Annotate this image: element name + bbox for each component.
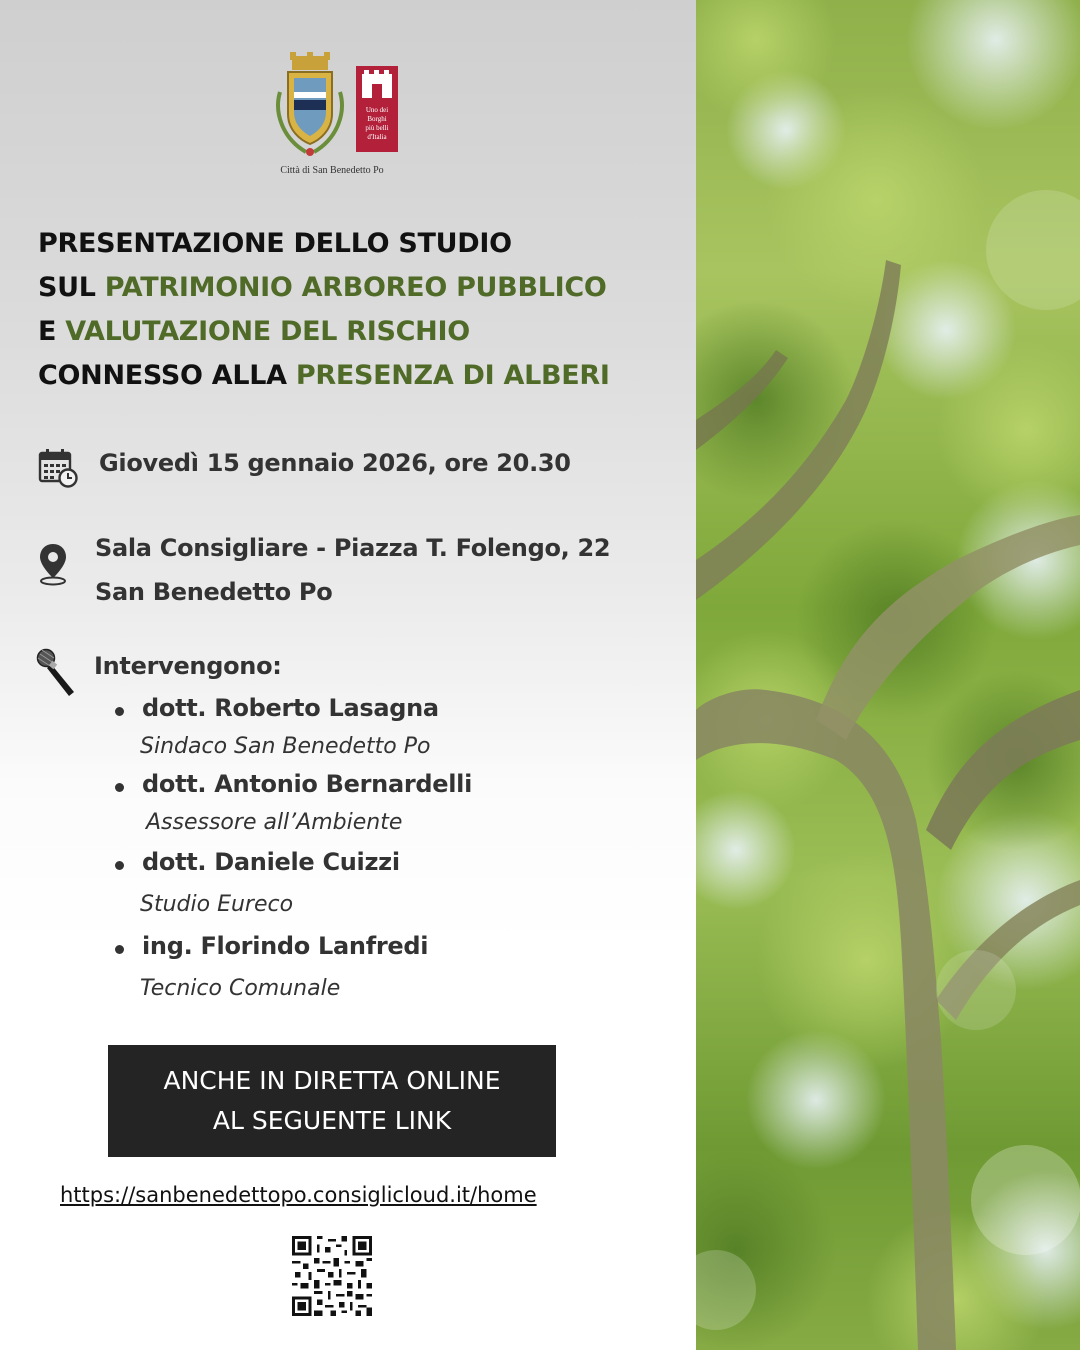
logo-group xyxy=(268,50,408,180)
speaker-name-4: ing. Florindo Lanfredi xyxy=(142,932,429,960)
event-title xyxy=(38,222,678,398)
title-line-1: PRESENTAZIONE DELLO STUDIO xyxy=(38,228,512,259)
speaker-name-2: dott. Antonio Bernardelli xyxy=(142,770,473,798)
speaker-role-4: Tecnico Comunale xyxy=(140,976,341,1001)
location-pin-icon xyxy=(38,542,68,586)
live-line-1: ANCHE IN DIRETTA ONLINE xyxy=(163,1066,501,1095)
borghi-logo xyxy=(356,66,398,152)
city-name: Città di San Benedetto Po xyxy=(280,165,384,176)
borghi-line-4: d'Italia xyxy=(367,133,387,141)
event-place-line-2: San Benedetto Po xyxy=(95,578,333,606)
stream-link[interactable]: https://sanbenedettopo.consiglicloud.it/home xyxy=(60,1183,537,1207)
calendar-clock-icon xyxy=(38,448,78,488)
qr-code[interactable] xyxy=(292,1236,372,1316)
bullet xyxy=(115,783,124,792)
event-date: Giovedì 15 gennaio 2026, ore 20.30 xyxy=(99,449,571,477)
borghi-line-2: Borghi xyxy=(367,115,387,123)
city-crest-logo xyxy=(272,52,348,164)
live-stream-banner xyxy=(108,1045,556,1157)
speaker-role-1: Sindaco San Benedetto Po xyxy=(140,734,431,759)
bullet xyxy=(115,945,124,954)
speaker-name-1: dott. Roberto Lasagna xyxy=(142,694,439,722)
borghi-line-1: Uno dei xyxy=(365,106,389,114)
title-line-4: CONNESSO ALLA PRESENZA DI ALBERI xyxy=(38,360,610,391)
tree-photo xyxy=(696,0,1080,1350)
speakers-heading: Intervengono: xyxy=(94,652,282,680)
bullet xyxy=(115,861,124,870)
bullet xyxy=(115,707,124,716)
event-place-line-1: Sala Consigliare - Piazza T. Folengo, 22 xyxy=(95,534,611,562)
title-line-3: E VALUTAZIONE DEL RISCHIO xyxy=(38,316,470,347)
microphone-icon xyxy=(36,648,80,698)
title-line-2: SUL PATRIMONIO ARBOREO PUBBLICO xyxy=(38,272,607,303)
speaker-name-3: dott. Daniele Cuizzi xyxy=(142,848,400,876)
live-line-2: AL SEGUENTE LINK xyxy=(212,1106,452,1135)
speaker-role-2: Assessore all’Ambiente xyxy=(146,810,403,835)
borghi-line-3: più belli xyxy=(365,124,389,132)
speaker-role-3: Studio Eureco xyxy=(140,892,294,917)
